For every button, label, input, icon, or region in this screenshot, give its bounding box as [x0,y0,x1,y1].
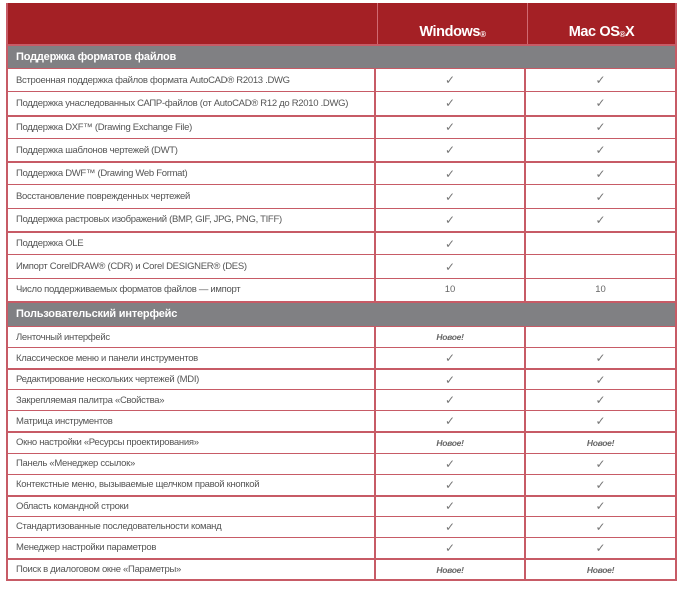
check-icon: ✓ [444,393,456,408]
check-icon: ✓ [595,96,606,111]
table-row [8,68,675,91]
table-row [8,161,675,184]
feature-label: Контекстные меню, вызываемые щелчком правой кнопкой [8,475,376,495]
table-row [8,115,675,138]
new-badge: Новое! [436,332,464,343]
check-icon: ✓ [444,456,456,471]
check-icon: ✓ [595,212,606,227]
header-empty-cell [8,3,378,44]
table-row [8,537,675,558]
feature-label: Поддержка OLE [8,233,376,254]
check-icon: ✓ [595,499,606,514]
windows-cell [376,411,526,431]
feature-label: Поддержка унаследованных САПР-файлов (от AutoCAD® R12 до R2010 .DWG) [8,92,376,114]
mac-cell [526,117,675,138]
mac-cell [526,279,675,301]
header-mac-suffix: X [625,24,635,40]
header-windows [378,3,528,44]
format-count: 10 [595,284,606,296]
section-rows [8,68,675,301]
windows-cell [376,255,526,277]
windows-cell [376,163,526,184]
header-windows-label: Windows [419,24,481,40]
mac-cell [526,233,675,254]
check-icon: ✓ [444,372,456,387]
check-icon: ✓ [595,351,606,366]
feature-label: Матрица инструментов [8,411,376,431]
header-mac [528,3,675,44]
check-icon: ✓ [595,189,606,204]
windows-cell [376,538,526,558]
feature-label: Ленточный интерфейс [8,327,376,347]
table-row [8,91,675,114]
check-icon: ✓ [595,519,606,534]
check-icon: ✓ [444,212,456,227]
check-icon: ✓ [595,456,606,471]
feature-label: Классическое меню и панели инструментов [8,348,376,368]
table-row [8,326,675,347]
section-header: Пользовательский интерфейс [8,301,675,326]
mac-cell [526,209,675,231]
mac-cell [526,139,675,161]
feature-label: Панель «Менеджер ссылок» [8,454,376,474]
feature-label: Число поддерживаемых форматов файлов — импорт [8,279,376,301]
mac-cell [526,454,675,474]
registered-mark: ® [619,30,625,39]
check-icon: ✓ [444,259,456,274]
feature-label: Поддержка DWF™ (Drawing Web Format) [8,163,376,184]
check-icon: ✓ [444,477,456,492]
table-row [8,474,675,495]
table-row [8,278,675,301]
mac-cell [526,348,675,368]
feature-label: Встроенная поддержка файлов формата AutoCAD® R2013 .DWG [8,69,376,91]
check-icon: ✓ [595,414,606,429]
windows-cell [376,209,526,231]
table-row [8,516,675,537]
feature-label: Стандартизованные последовательности команд [8,517,376,537]
table-row [8,431,675,452]
windows-cell [376,348,526,368]
check-icon: ✓ [595,540,606,555]
table-row [8,410,675,431]
check-icon: ✓ [595,166,606,181]
windows-cell [376,279,526,301]
mac-cell [526,497,675,516]
check-icon: ✓ [444,519,456,534]
format-count: 10 [444,284,456,296]
mac-cell [526,517,675,537]
table-row [8,208,675,231]
table-row [8,558,675,579]
feature-label: Редактирование нескольких чертежей (MDI) [8,370,376,389]
section-rows [8,326,675,579]
feature-label: Импорт CorelDRAW® (CDR) и Corel DESIGNER® (DES) [8,255,376,277]
mac-cell [526,255,675,277]
mac-cell [526,185,675,207]
feature-label: Менеджер настройки параметров [8,538,376,558]
new-badge: Новое! [436,564,464,575]
mac-cell [526,69,675,91]
windows-cell [376,517,526,537]
mac-cell [526,370,675,389]
check-icon: ✓ [595,143,606,158]
check-icon: ✓ [444,189,456,204]
mac-cell [526,475,675,495]
registered-mark: ® [480,30,486,39]
windows-cell [376,327,526,347]
check-icon: ✓ [595,372,606,387]
windows-cell [376,475,526,495]
check-icon: ✓ [444,120,456,135]
mac-cell [526,433,675,452]
mac-cell [526,92,675,114]
check-icon: ✓ [595,73,606,88]
table-row [8,231,675,254]
mac-cell [526,163,675,184]
feature-label: Поддержка растровых изображений (BMP, GIF, JPG, PNG, TIFF) [8,209,376,231]
check-icon: ✓ [444,166,456,181]
windows-cell [376,433,526,452]
windows-cell [376,454,526,474]
windows-cell [376,370,526,389]
mac-cell [526,560,675,579]
windows-cell [376,185,526,207]
feature-label: Поиск в диалоговом окне «Параметры» [8,560,376,579]
section-header: Поддержка форматов файлов [8,44,675,68]
windows-cell [376,69,526,91]
check-icon: ✓ [444,143,456,158]
feature-label: Область командной строки [8,497,376,516]
check-icon: ✓ [595,477,606,492]
table-row [8,453,675,474]
feature-label: Закрепляемая палитра «Свойства» [8,390,376,410]
check-icon: ✓ [595,393,606,408]
table-row [8,184,675,207]
check-icon: ✓ [444,540,456,555]
mac-cell [526,390,675,410]
mac-cell [526,327,675,347]
check-icon: ✓ [444,73,456,88]
feature-label: Поддержка DXF™ (Drawing Exchange File) [8,117,376,138]
windows-cell [376,497,526,516]
windows-cell [376,233,526,254]
table-row [8,254,675,277]
check-icon: ✓ [444,96,456,111]
table-row [8,138,675,161]
table-row [8,389,675,410]
check-icon: ✓ [444,414,456,429]
table-row [8,368,675,389]
table-row [8,495,675,516]
mac-cell [526,411,675,431]
windows-cell [376,92,526,114]
feature-label: Восстановление поврежденных чертежей [8,185,376,207]
mac-cell [526,538,675,558]
windows-cell [376,117,526,138]
check-icon: ✓ [444,351,456,366]
windows-cell [376,560,526,579]
windows-cell [376,139,526,161]
feature-label: Окно настройки «Ресурсы проектирования» [8,433,376,452]
table-header [8,3,675,44]
check-icon: ✓ [444,499,456,514]
new-badge: Новое! [586,564,615,575]
table-row [8,347,675,368]
new-badge: Новое! [436,437,464,448]
header-mac-label: Mac OS [568,24,620,40]
windows-cell [376,390,526,410]
comparison-table [6,3,677,581]
new-badge: Новое! [586,437,615,448]
check-icon: ✓ [444,236,456,251]
check-icon: ✓ [595,120,606,135]
feature-label: Поддержка шаблонов чертежей (DWT) [8,139,376,161]
